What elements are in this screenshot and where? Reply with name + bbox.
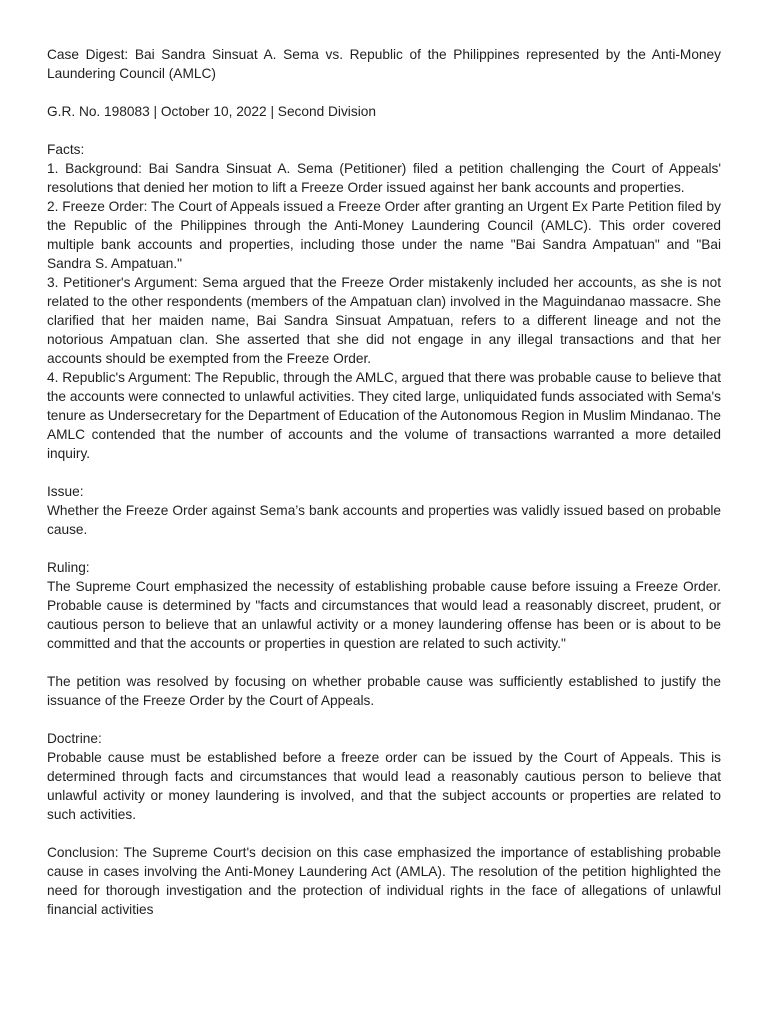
spacer <box>47 653 721 672</box>
facts-item-freeze-order: 2. Freeze Order: The Court of Appeals issued a Freeze Order after granting an Urgent Ex Parte Petition filed by the Republic of the Philippines through the Anti-Money Laundering Council (AMLC). This order covered multiple bank accounts and properties, including those under the name "Bai Sandra Ampatuan" and "Bai Sandra S. Ampatuan." <box>47 199 721 271</box>
spacer <box>47 539 721 558</box>
facts-item-republic-argument: 4. Republic's Argument: The Republic, through the AMLC, argued that there was probable cause to believe that the accounts were connected to unlawful activities. They cited large, unliquidated funds associated with Sema's tenure as Undersecretary for the Department of Education of the Autonomous Region in Muslim Mindanao. The AMLC contended that the number of accounts and the volume of transactions warranted a more detailed inquiry. <box>47 370 721 461</box>
ruling-heading: Ruling: <box>47 560 90 575</box>
document-page <box>47 45 721 919</box>
spacer <box>47 121 721 140</box>
ruling-text-2: The petition was resolved by focusing on whether probable cause was sufficiently established to justify the issuance of the Freeze Order by the Court of Appeals. <box>47 674 721 708</box>
facts-item-petitioner-argument: 3. Petitioner's Argument: Sema argued that the Freeze Order mistakenly included her accounts, as she is not related to the other respondents (members of the Ampatuan clan) involved in the Maguindanao massacre. She clarified that her maiden name, Bai Sandra Sinsuat Ampatuan, refers to a different lineage and not the notorious Ampatuan clan. She asserted that she did not engage in any illegal transactions and that her accounts should be exempted from the Freeze Order. <box>47 275 721 366</box>
spacer <box>47 463 721 482</box>
doctrine-heading: Doctrine: <box>47 731 102 746</box>
facts-item-background: 1. Background: Bai Sandra Sinsuat A. Sema (Petitioner) filed a petition challenging the Court of Appeals' resolutions that denied her motion to lift a Freeze Order issued against her bank accounts and properties. <box>47 161 721 195</box>
ruling-text-1: The Supreme Court emphasized the necessity of establishing probable cause before issuing a Freeze Order. Probable cause is determined by "facts and circumstances that would lead a reasonably discreet, prudent, or cautious person to believe that an unlawful activity or a money laundering offense has been or is about to be committed and that the accounts or properties in question are related to such activity." <box>47 579 721 651</box>
spacer <box>47 83 721 102</box>
issue-heading: Issue: <box>47 484 84 499</box>
issue-text: Whether the Freeze Order against Sema’s bank accounts and properties was validly issued based on probable cause. <box>47 503 721 537</box>
spacer <box>47 824 721 843</box>
document-title: Case Digest: Bai Sandra Sinsuat A. Sema vs. Republic of the Philippines represented by the Anti-Money Laundering Council (AMLC) <box>47 47 721 81</box>
case-info: G.R. No. 198083 | October 10, 2022 | Second Division <box>47 104 376 119</box>
doctrine-text: Probable cause must be established before a freeze order can be issued by the Court of Appeals. This is determined through facts and circumstances that would lead a reasonably cautious person to believe that unlawful activity or money laundering is involved, and that the subject accounts or properties are related to such activities. <box>47 750 721 822</box>
facts-heading: Facts: <box>47 142 85 157</box>
conclusion-text: Conclusion: The Supreme Court's decision on this case emphasized the importance of establishing probable cause in cases involving the Anti-Money Laundering Act (AMLA). The resolution of the petition highlighted the need for thorough investigation and the protection of individual rights in the face of allegations of unlawful financial activities <box>47 845 721 917</box>
spacer <box>47 710 721 729</box>
